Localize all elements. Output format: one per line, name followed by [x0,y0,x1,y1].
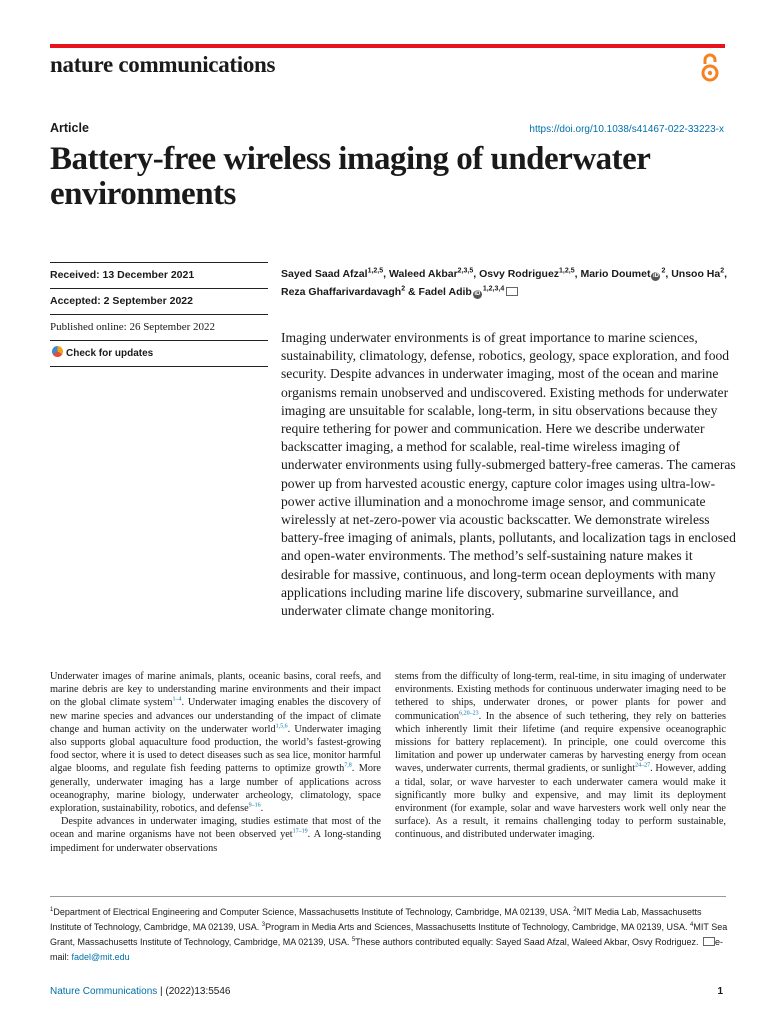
page-number: 1 [717,986,723,997]
author-name[interactable]: Waleed Akbar [389,268,458,280]
affiliation-marker: 5 [351,937,356,943]
accepted-date: Accepted: 2 September 2022 [50,288,268,314]
affiliation-marker: 3 [261,922,266,928]
mail-icon[interactable] [506,287,518,296]
footnote-separator [50,896,726,897]
doi-link[interactable]: https://doi.org/10.1038/s41467-022-33223-x [529,124,724,135]
author-affiliation-marker: 2,3,5 [457,267,474,275]
reference-citation[interactable]: 17–19 [292,829,308,836]
body-column-right [395,670,726,842]
mail-icon [703,937,715,946]
reference-citation[interactable]: 1–4 [172,696,182,703]
author-affiliation-marker: 1,2,5 [559,267,575,275]
affiliation-marker: 1 [50,907,54,913]
check-updates-icon [52,346,63,357]
orcid-icon[interactable]: iD [652,273,659,279]
affiliation-list [50,907,727,947]
header-accent-bar [50,44,725,48]
affiliation-text: MIT Media Lab, Massachusetts Institute of Technology, Cambridge, MA 02139, USA. [50,907,702,932]
reference-citation[interactable]: 24–27 [635,763,651,769]
received-date: Received: 13 December 2021 [50,262,268,288]
footer-volume: | (2022)13:5546 [157,986,231,997]
author-affiliation-marker: 1,2,3,4 [482,285,505,293]
article-title: Battery-free wireless imaging of underwater environments [50,141,650,212]
author-name[interactable]: Reza Ghaffarivardavagh [281,286,402,298]
author-affiliation-marker: 2 [720,267,725,275]
affiliation-text: Program in Media Arts and Sciences, Massachusetts Institute of Technology, Cambridge, MA 02139, USA. [265,922,691,932]
affiliation-marker: 4 [690,922,694,928]
published-date: Published online: 26 September 2022 [50,314,268,340]
body-paragraph: Despite advances in underwater imaging, studies estimate that most of the ocean and marine organisms have not been observed yet$^{17-19}$. A long-standing impediment for underwater observations [50,816,381,854]
body-paragraph: stems from the difficulty of long-term, real-time, in situ imaging of underwater environments. Existing methods for continuous underwater imaging need to be tethered to ships, underwater drones, or power plants for power and communication$^{6,20-23}$. In the absence of such tethering, they rely on batteries which inherently limit their lifetime (and require expensive oceanographic missions for battery replacement). In principle, one could overcome this limitation and power up underwater cameras by harvesting energy from ocean waves, underwater currents, thermal gradients, or sunlight$^{24-27}$. However, adding a tidal, solar, or wave harvester to each underwater camera would make it significantly more bulky and expensive, and may limit its deployment environment (for example, solar and wave harvesters work well only near the surface). As a result, it remains challenging today to perform sustainable, continuous, and distributed underwater imaging. [395,671,726,841]
author-name[interactable]: Unsoo Ha [671,268,721,280]
affiliations [50,905,730,965]
open-access-icon [698,52,722,84]
author-affiliation-marker: 2 [661,267,666,275]
email-label: e-mail: [50,937,724,962]
article-type: Article [50,121,89,135]
reference-citation[interactable]: 6,20–23 [459,710,479,717]
author-list: Sayed Saad Afzal$^{1,2,5}$, Waleed Akbar$^{2,3,5}$, Osvy Rodriguez$^{1,2,5}$, Mario Doumet $iD^2$, Unsoo Ha$^2$, Reza Ghaffarivardavagh$^2$ & Fadel Adib iD$^{1,2,3,4}$ [281,267,728,298]
email-link[interactable]: fadel@mit.edu [71,952,130,962]
journal-name[interactable]: nature communications [50,52,276,77]
author-name[interactable]: Osvy Rodriguez [479,268,560,280]
affiliation-text: MIT Sea Grant, Massachusetts Institute of Technology, Cambridge, MA 02139, USA. [50,922,728,947]
author-affiliation-marker: 2 [401,285,406,293]
author-name[interactable]: Sayed Saad Afzal [281,268,368,280]
reference-citation[interactable]: 7,8 [344,763,352,769]
body-paragraph: Underwater images of marine animals, plants, oceanic basins, coral reefs, and marine debris are key to understanding marine environments and their impact on the global climate system$^{1-4}$. Underwater imaging enables the discovery of new marine species and advances our understanding of the impact of climate change and human activity on the underwater world$^{1,5,6}$. Underwater imaging also supports global aquaculture food production, the world’s fastest-growing food sector, where it is used to detect diseases such as sea lice, monitor harmful algae blooms, and regulate fish feeding patterns to optimize growth$^{7,8}$. More generally, underwater imaging has a large number of applications across oceanography, marine biology, underwater archeology, climatology, space exploration, sustainability, robotics, and defense$^{9-16}$. [50,671,381,815]
footer-citation [50,986,230,997]
dates-panel [50,262,268,367]
abstract: Imaging underwater environments is of great importance to marine sciences, sustainability, climatology, defense, robotics, geology, space exploration, and food security. Despite advances in underwater imaging, most of the ocean and marine organisms remain unobserved and undiscovered. Existing methods for underwater imaging are unsuitable for scalable, long-term, in situ observations because they require tethering for power and communication. Here we describe underwater backscatter imaging, a method for scalable, real-time wireless imaging of underwater environments using fully-submerged battery-free cameras. The cameras power up from harvested acoustic energy, capture color images using ultra-low-power active illumination and a monochrome image sensor, and communicate wirelessly at net-zero-power via acoustic backscatter. We demonstrate wireless battery-free imaging of animals, plants, pollutants, and localization tags in enclosed and open-water environments. The method’s self-sustaining nature makes it desirable for massive, continuous, and long-term ocean deployments with many applications including marine life discovery, submarine surveillance, and underwater climate change monitoring. [281,330,736,619]
author-name[interactable]: Fadel Adib [418,286,472,298]
affiliation-marker: 2 [573,907,577,913]
check-updates-label: Check for updates [66,348,154,359]
reference-citation[interactable]: 1,5,6 [275,723,288,730]
affiliation-text: These authors contributed equally: Sayed Saad Afzal, Waleed Akbar, Osvy Rodriguez. [355,937,702,947]
footer-journal-link[interactable]: Nature Communications [50,986,158,997]
author-name[interactable]: Mario Doumet [580,268,651,280]
check-updates-button[interactable] [50,340,268,367]
affiliation-text: Department of Electrical Engineering and Computer Science, Massachusetts Institute of Technology, Cambridge, MA 02139, USA. [53,907,574,917]
orcid-icon[interactable]: iD [474,291,481,297]
author-affiliation-marker: 1,2,5 [367,267,384,275]
body-column-left [50,670,381,855]
reference-citation[interactable]: 9–16 [248,802,261,809]
